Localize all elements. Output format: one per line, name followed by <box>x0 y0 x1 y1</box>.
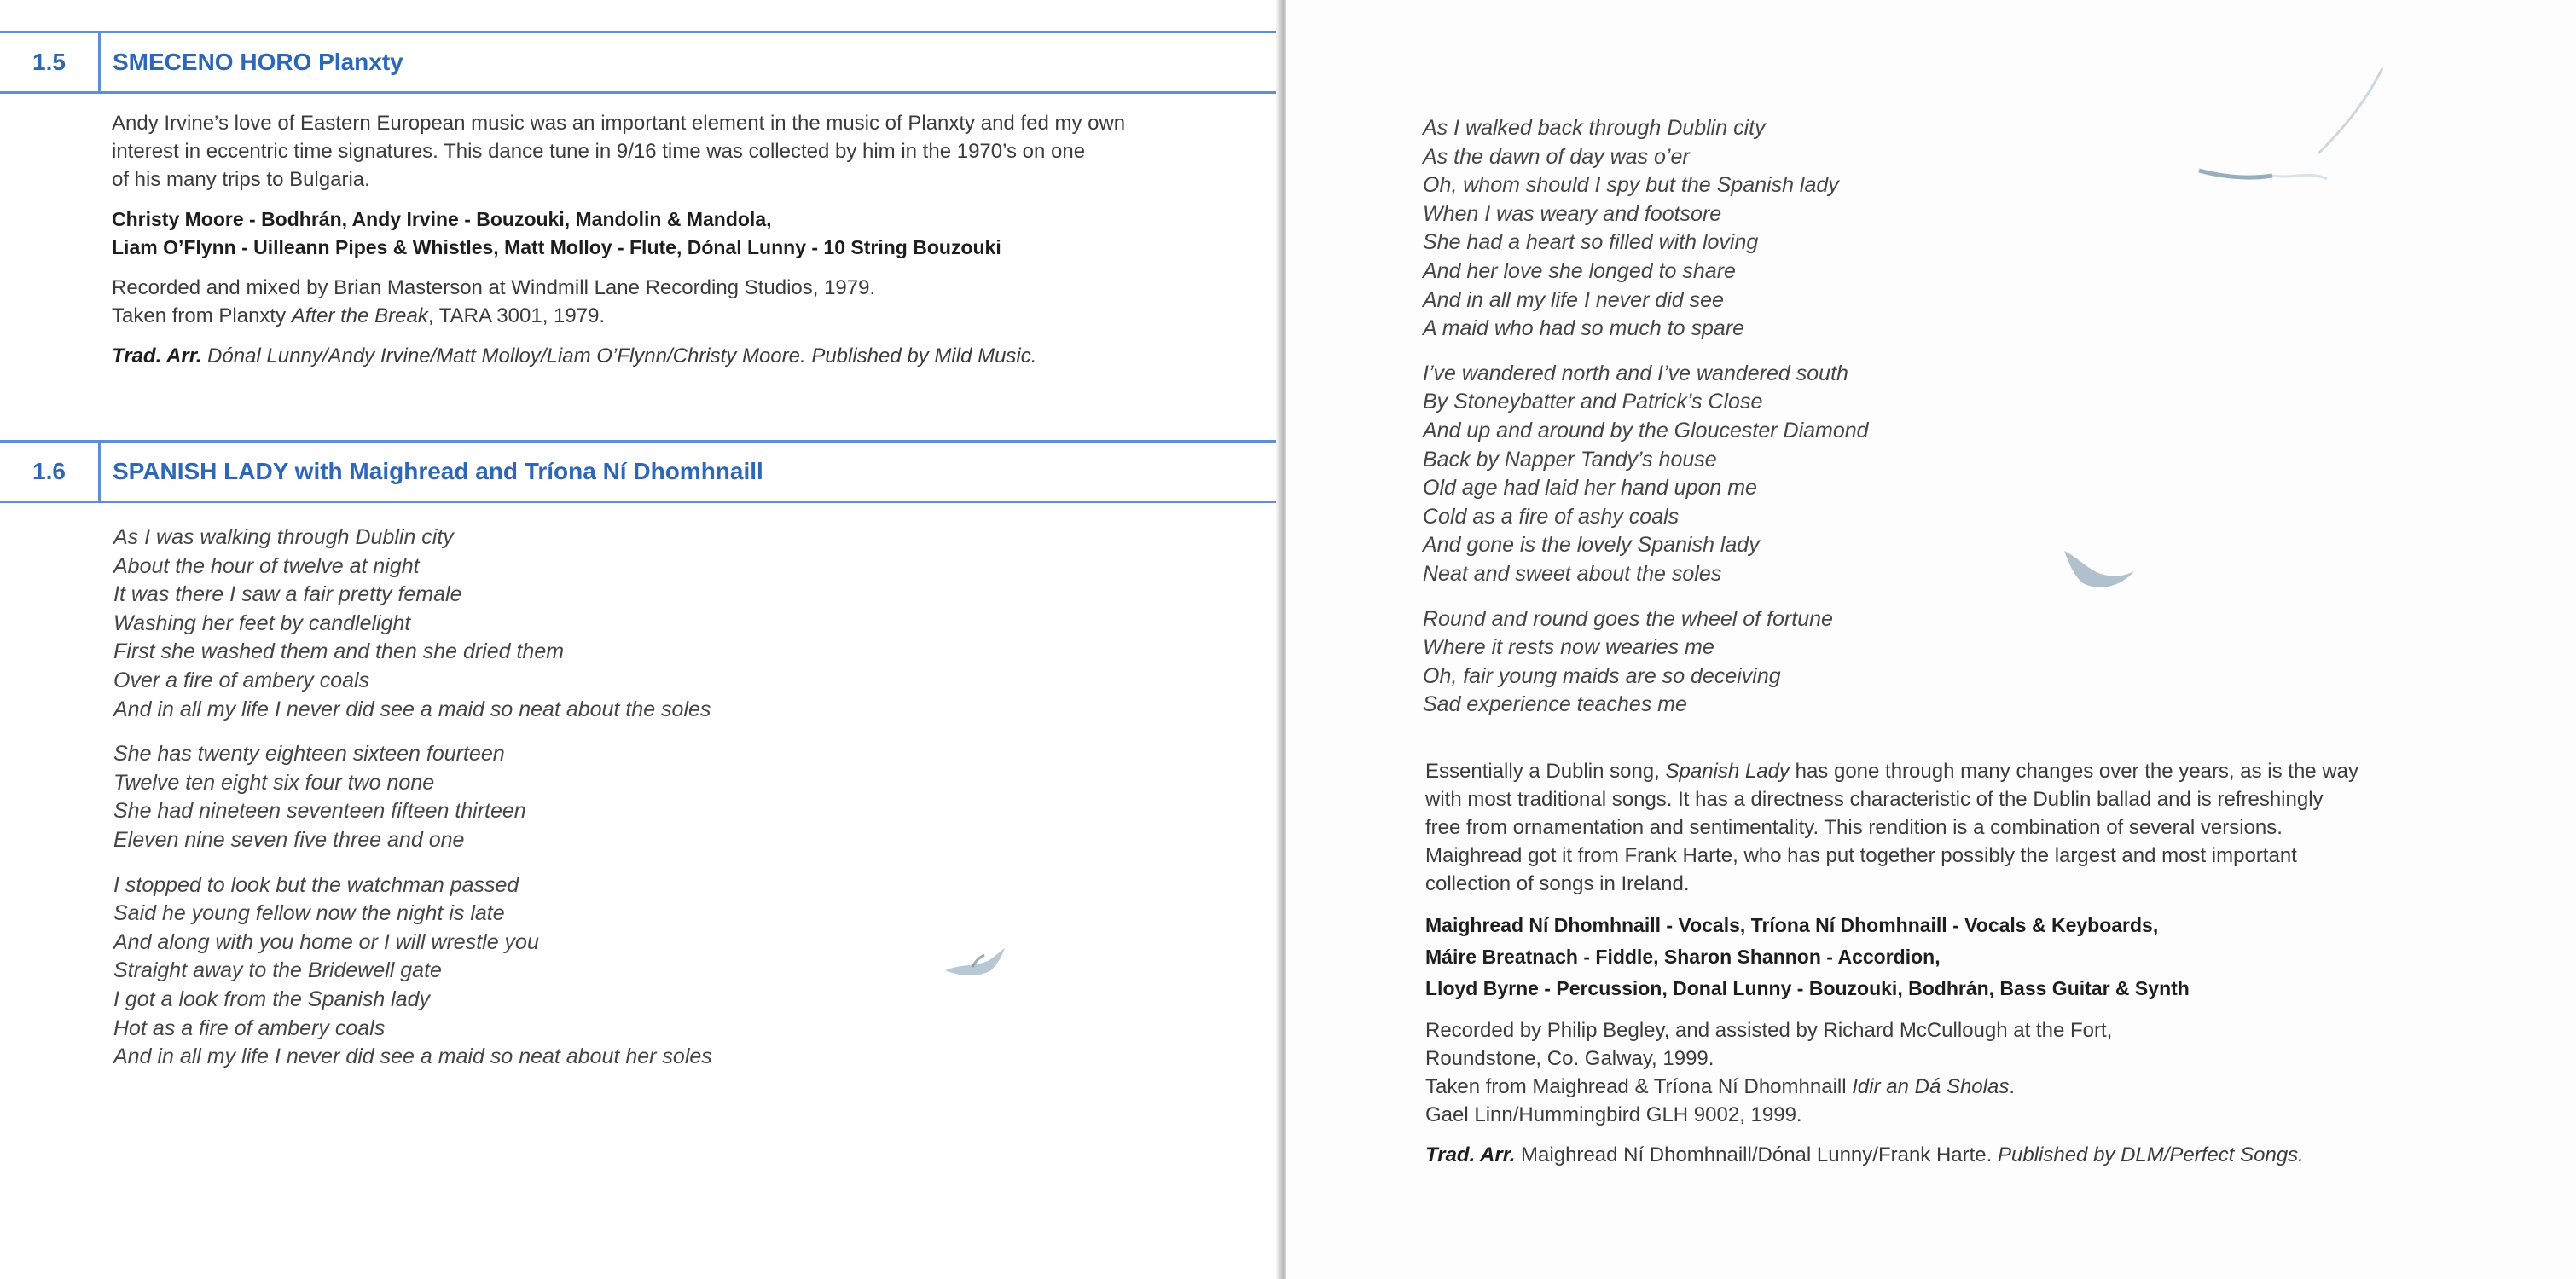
arrangement-credit: Trad. Arr. Maighread Ní Dhomhnaill/Dónal Lunny/Frank Harte. Published by DLM/Perfect Songs. <box>1425 1143 2304 1166</box>
recording-info: Recorded by Philip Begley, and assisted by Richard McCullough at the Fort, Roundstone, Co. Galway, 1999. Taken from Maighread & Tríona Ní Dhomhnaill Idir an Dá Sholas. Gael Linn/Hummingbird GLH 9002, 1999. <box>1425 1019 2113 1126</box>
left-page <box>0 0 1279 1279</box>
track-1-6-body <box>1425 757 2517 1169</box>
lyrics-stanza: As I walked back through Dublin city As the dawn of day was o’er Oh, whom should I spy but the Spanish lady When I was weary and footsore She had a heart so filled with loving And her love she longed to share And in all my life I never did see A maid who had so much to spare <box>1423 116 1839 341</box>
track-title: SPANISH LADY with Maighread and Tríona Ní Dhomhnaill <box>113 458 763 484</box>
arrangement-credit: Trad. Arr. Dónal Lunny/Andy Irvine/Matt Molloy/Liam O’Flynn/Christy Moore. Published by Mild Music. <box>112 344 1037 367</box>
bird-illustration <box>2061 542 2138 602</box>
lyrics-stanza: I’ve wandered north and I’ve wandered south By Stoneybatter and Patrick’s Close And up and around by the Gloucester Diamond Back by Napper Tandy’s house Old age had laid her hand upon me Cold as a fire of ashy coals And gone is the lovely Spanish lady Neat and sweet about the soles <box>1423 361 1869 586</box>
lyrics-right <box>1423 114 1869 736</box>
lyrics-left <box>113 524 712 1088</box>
musician-credits: Maighread Ní Dhomhnaill - Vocals, Tríona Ní Dhomhnaill - Vocals & Keyboards, Máire Breatnach - Fiddle, Sharon Shannon - Accordion, Lloyd Byrne - Percussion, Donal Lunny - Bouzouki, Bodhrán, Bass Guitar & Synth <box>1425 914 2190 999</box>
track-header-1-6 <box>0 440 1279 503</box>
recording-info: Recorded and mixed by Brian Masterson at Windmill Lane Recording Studios, 1979. Taken from Planxty After the Break, TARA 3001, 1979. <box>112 276 876 327</box>
track-header-1-5 <box>0 31 1279 94</box>
track-title: SMECENO HORO Planxty <box>113 49 403 75</box>
track-number: 1.5 <box>0 33 101 91</box>
right-page <box>1286 0 2576 1279</box>
seagull-illustration <box>2190 51 2395 196</box>
lyrics-stanza: Round and round goes the wheel of fortune Where it rests now wearies me Oh, fair young maids are so deceiving Sad experience teaches me <box>1423 606 1833 717</box>
track-1-5-body <box>112 109 1246 370</box>
track-description: Andy Irvine’s love of Eastern European music was an important element in the music of Planxty and fed my own interest in eccentric time signatures. This dance tune in 9/16 time was collected by him in the 1970’s on one of his many trips to Bulgaria. <box>112 112 1126 191</box>
lyrics-stanza: As I was walking through Dublin city About the hour of twelve at night It was there I saw a fair pretty female Washing her feet by candlelight First she washed them and then she dried them Over a fire of ambery coals And in all my life I never did see a maid so neat about the soles <box>113 525 711 721</box>
lyrics-stanza: She has twenty eighteen sixteen fourteen Twelve ten eight six four two none She had nineteen seventeen fifteen thirteen Eleven nine seven five three and one <box>113 742 526 852</box>
song-notes: Essentially a Dublin song, Spanish Lady has gone through many changes over the years, as is the way with most traditional songs. It has a directness characteristic of the Dublin ballad and is refreshingly free from ornamentation and sentimentality. This rendition is a combination of several versions. Maighread got it from Frank Harte, who has put together possibly the largest and most important collection of songs in Ireland. <box>1425 760 2358 895</box>
bird-illustration <box>938 938 1015 989</box>
track-number: 1.6 <box>0 443 101 501</box>
lyrics-stanza: I stopped to look but the watchman passed Said he young fellow now the night is late And along with you home or I will wrestle you Straight away to the Bridewell gate I got a look from the Spanish lady Hot as a fire of ambery coals And in all my life I never did see a maid so neat about her soles <box>113 872 712 1069</box>
musician-credits: Christy Moore - Bodhrán, Andy Irvine - Bouzouki, Mandolin & Mandola, Liam O’Flynn - Uilleann Pipes & Whistles, Matt Molloy - Flute, Dónal Lunny - 10 String Bouzouki <box>112 208 1001 258</box>
